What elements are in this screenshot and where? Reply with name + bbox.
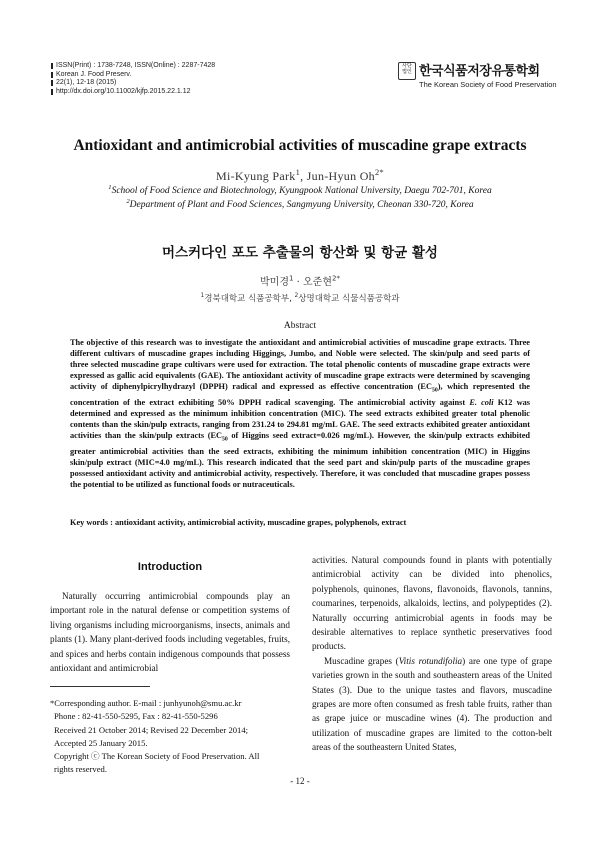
- korean-affiliations: $^1$경북대학교 식품공학부, $^2$상명대학교 식물식품공학과: [200, 292, 400, 304]
- footnote: [50, 697, 295, 777]
- doi-link[interactable]: http://dx.doi.org/10.11002/kjfp.2015.22.1.12: [56, 87, 191, 95]
- abstract-heading: Abstract: [283, 321, 317, 331]
- author-2: , Jun-Hyun Oh: [300, 169, 375, 183]
- society-logo-icon: 사단 법인: [398, 62, 416, 80]
- journal-metadata: [51, 62, 215, 96]
- footnote-divider: [50, 686, 150, 687]
- page-number: - 12 -: [290, 776, 310, 786]
- author-line: Mi-Kyung Park$^1$, Jun-Hyun $Oh^{2*}$: [216, 168, 384, 183]
- corresponding-author: *Corresponding author. E-mail : junhyunoh@smu.ac.kr: [50, 698, 242, 708]
- society-logo-block: [398, 60, 557, 89]
- intro-left-column: [50, 589, 290, 675]
- affiliation-1: $^1$School of Food Science and Biotechnology, Kyungpook National University, Daegu 702-701, Korea: [108, 184, 492, 197]
- intro-paragraph-2: activities. Natural compounds found in plants with potentially antimicrobial activity can be divided into phenolics, polyphenols, quinones, flavons, flavonoids, flavonols, tannins, coumarines, terpenoids, alkaloids, lectins, and polypeptides (2). Naturally occurring antimicrobial agents in foods may be desirable alternatives to replace synthetic preservatives food products.: [312, 555, 552, 652]
- paper-title: Antioxidant and antimicrobial activities of muscadine grape extracts: [73, 137, 527, 154]
- accepted-date: Accepted 25 January 2015.: [54, 737, 148, 748]
- issn-line: ISSN(Print) : 1738-7248, ISSN(Online) : 2287-7428: [56, 62, 216, 69]
- keywords-text: antioxidant activity, antimicrobial activity, muscadine grapes, polyphenols, extract: [114, 518, 407, 527]
- korean-title: 머스커다인 포도 추출물의 항산화 및 항균 활성: [162, 245, 438, 261]
- received-dates: Received 21 October 2014; Revised 22 December 2014;: [54, 724, 249, 735]
- abstract-body: The objective of this research was to investigate the antioxidant and antimicrobial activities of muscadine grape extracts. Three different cultivars of muscadine grapes including Higgings, Jumbo, and Noble were selected. The skin/pulp and seed parts of three selected muscadine grape cultivars were used for extraction. The total phenolic contents of muscadine grape extracts were expressed as gallic acid equivalents (GAE). The antioxidant activity of muscadine grape extracts were determined by scavenging activity of diphenylpicrylhydrazyl (DPPH) radical and expressed as effective concentration $(EC_{50})$, which represented the concentration of the extract exhibiting 50% DPPH radical scavenging. The antimicrobial activity against E. coli K12 was determined and expressed as the minimum inhibition concentration (MIC). The seed extracts exhibited greater total phenolic contents than the skin/pulp extracts, ranging from 231.24 to 294.81 mg/mL GAE. The seed extracts exhibited greater antioxidant activities than the skin/pulp extracts ($EC_{50}$ of Higgins seed extract=0.026 mg/mL). However, the skin/pulp extracts exhibited greater antimicrobial activities than the seed extracts, exhibiting the minimum inhibition concentration (MIC) in Higgins skin/pulp extract (MIC=4.0 mg/mL). This research indicated that the seed part and skin/pulp parts of the muscadine grapes possessed antioxidant activity and antimicrobial activity, respectively. Therefore, it was concluded that muscadine grapes possess the potential to be utilized as functional foods or nutraceuticals.: [70, 338, 530, 490]
- introduction-heading: Introduction: [137, 561, 203, 573]
- copyright: Copyright ⓒ The Korean Society of Food Preservation. All: [54, 751, 260, 762]
- intro-paragraph-1: Naturally occurring antimicrobial compounds play an important role in the natural defense or competition systems of living organisms including microorganisms, insects, animals and plants (1). Many plant-derived foods including vegetables, fruits, and spices and herbs contain indigenous compounds that possess antioxidant and antimicrobial: [50, 591, 290, 674]
- intro-paragraph-3: Muscadine grapes (Vitis rotundifolia) are one type of grape varieties grown in the south and southeastern areas of the United States (3). Due to the unique tastes and flavors, muscadine grapes are more often consumed as fresh table fruits, rather than as grape juice or muscadine wines (4). The production and utilization of muscadine grapes are limited to the cotton-belt areas of the southeastern United States,: [312, 655, 552, 753]
- society-name-korean: 한국식품저장유통학회: [419, 64, 540, 79]
- affiliation-2: $^2$Department of Plant and Food Sciences, Sangmyung University, Cheonan 330-720, Korea: [126, 198, 474, 211]
- copyright-cont: rights reserved.: [54, 764, 107, 775]
- volume-line: 22(1), 12-18 (2015): [56, 79, 117, 87]
- korean-author-line: 박미경$^1$ · 오준현$^{2*}$: [260, 274, 340, 288]
- contact-phone-fax: Phone : 82-41-550-5295, Fax : 82-41-550-5296: [54, 711, 218, 722]
- author-1: Mi-Kyung Park: [216, 169, 296, 183]
- society-name-english: The Korean Society of Food Preservation: [419, 80, 557, 89]
- journal-name: Korean J. Food Preserv.: [56, 70, 132, 78]
- intro-right-column: [312, 553, 552, 755]
- keywords-label: Key words :: [70, 518, 115, 527]
- keywords: [70, 518, 530, 527]
